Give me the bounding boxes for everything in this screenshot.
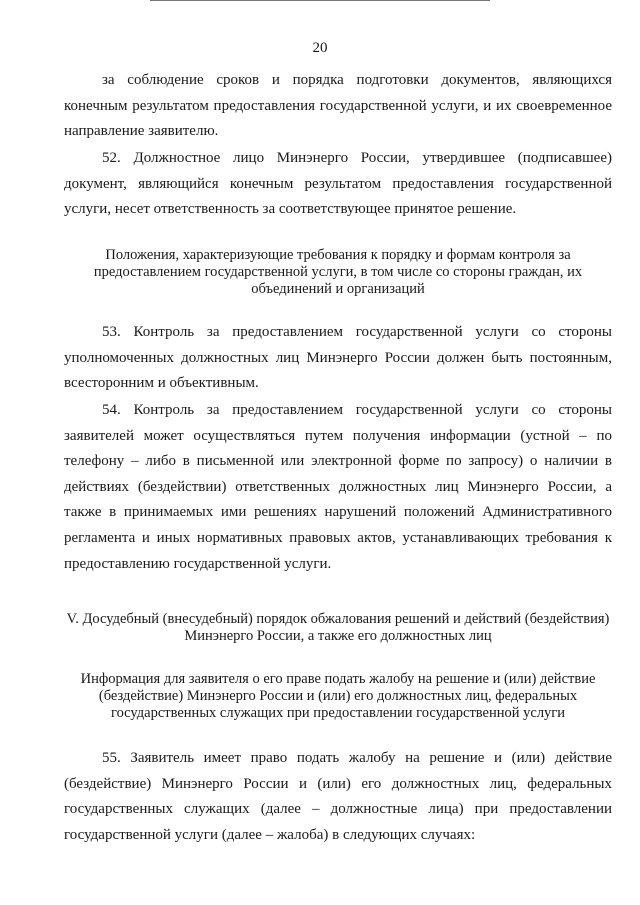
paragraph-continuation: за соблюдение сроков и порядка подготовки документов, являющихся конечным результатом предоставления государственной услуги, и их своевременное направление заявителю. <box>64 72 612 140</box>
paragraph-52: 52. Должностное лицо Минэнерго России, утвердившее (подписавшее) документ, являющийся конечным результатом предоставления государственной услуги, несет ответственность за соответствующее принятое решение. <box>64 150 612 218</box>
page-number: 20 <box>312 40 328 56</box>
paragraph-55: 55. Заявитель имеет право подать жалобу на решение и (или) действие (бездействие) Минэнерго России и (или) его должностных лиц, федеральных государственных служащих (далее – должностные лица) при предоставлении государственной услуги (далее – жалоба) в следующих случаях: <box>64 750 612 843</box>
heading-complaint-info: Информация для заявителя о его праве подать жалобу на решение и (или) действие (бездействие) Минэнерго России и (или) его должностных лиц, федеральных государственных служащих при предоставлении государственной услуги <box>80 671 596 721</box>
paragraph-53: 53. Контроль за предоставлением государственной услуги со стороны уполномоченных должностных лиц Минэнерго России должен быть постоянным, всесторонним и объективным. <box>64 324 612 392</box>
heading-section-v: V. Досудебный (внесудебный) порядок обжалования решений и действий (бездействия) Минэнерго России, а также его должностных лиц <box>66 611 610 644</box>
paragraph-54: 54. Контроль за предоставлением государственной услуги со стороны заявителей может осуществляться путем получения информации (устной – по телефону – либо в письменной или электронной форме по запросу) о наличии в действиях (бездействии) ответственных должностных лиц Минэнерго России, а также в принимаемых ими решениях нарушений положений Административного регламента и иных нормативных правовых актов, устанавливающих требования к предоставлению государственной услуги. <box>64 402 612 572</box>
heading-control-requirements: Положения, характеризующие требования к порядку и формам контроля за предоставлением государственной услуги, в том числе со стороны граждан, их объединений и организаций <box>93 247 583 297</box>
scan-edge-line <box>150 0 490 1</box>
